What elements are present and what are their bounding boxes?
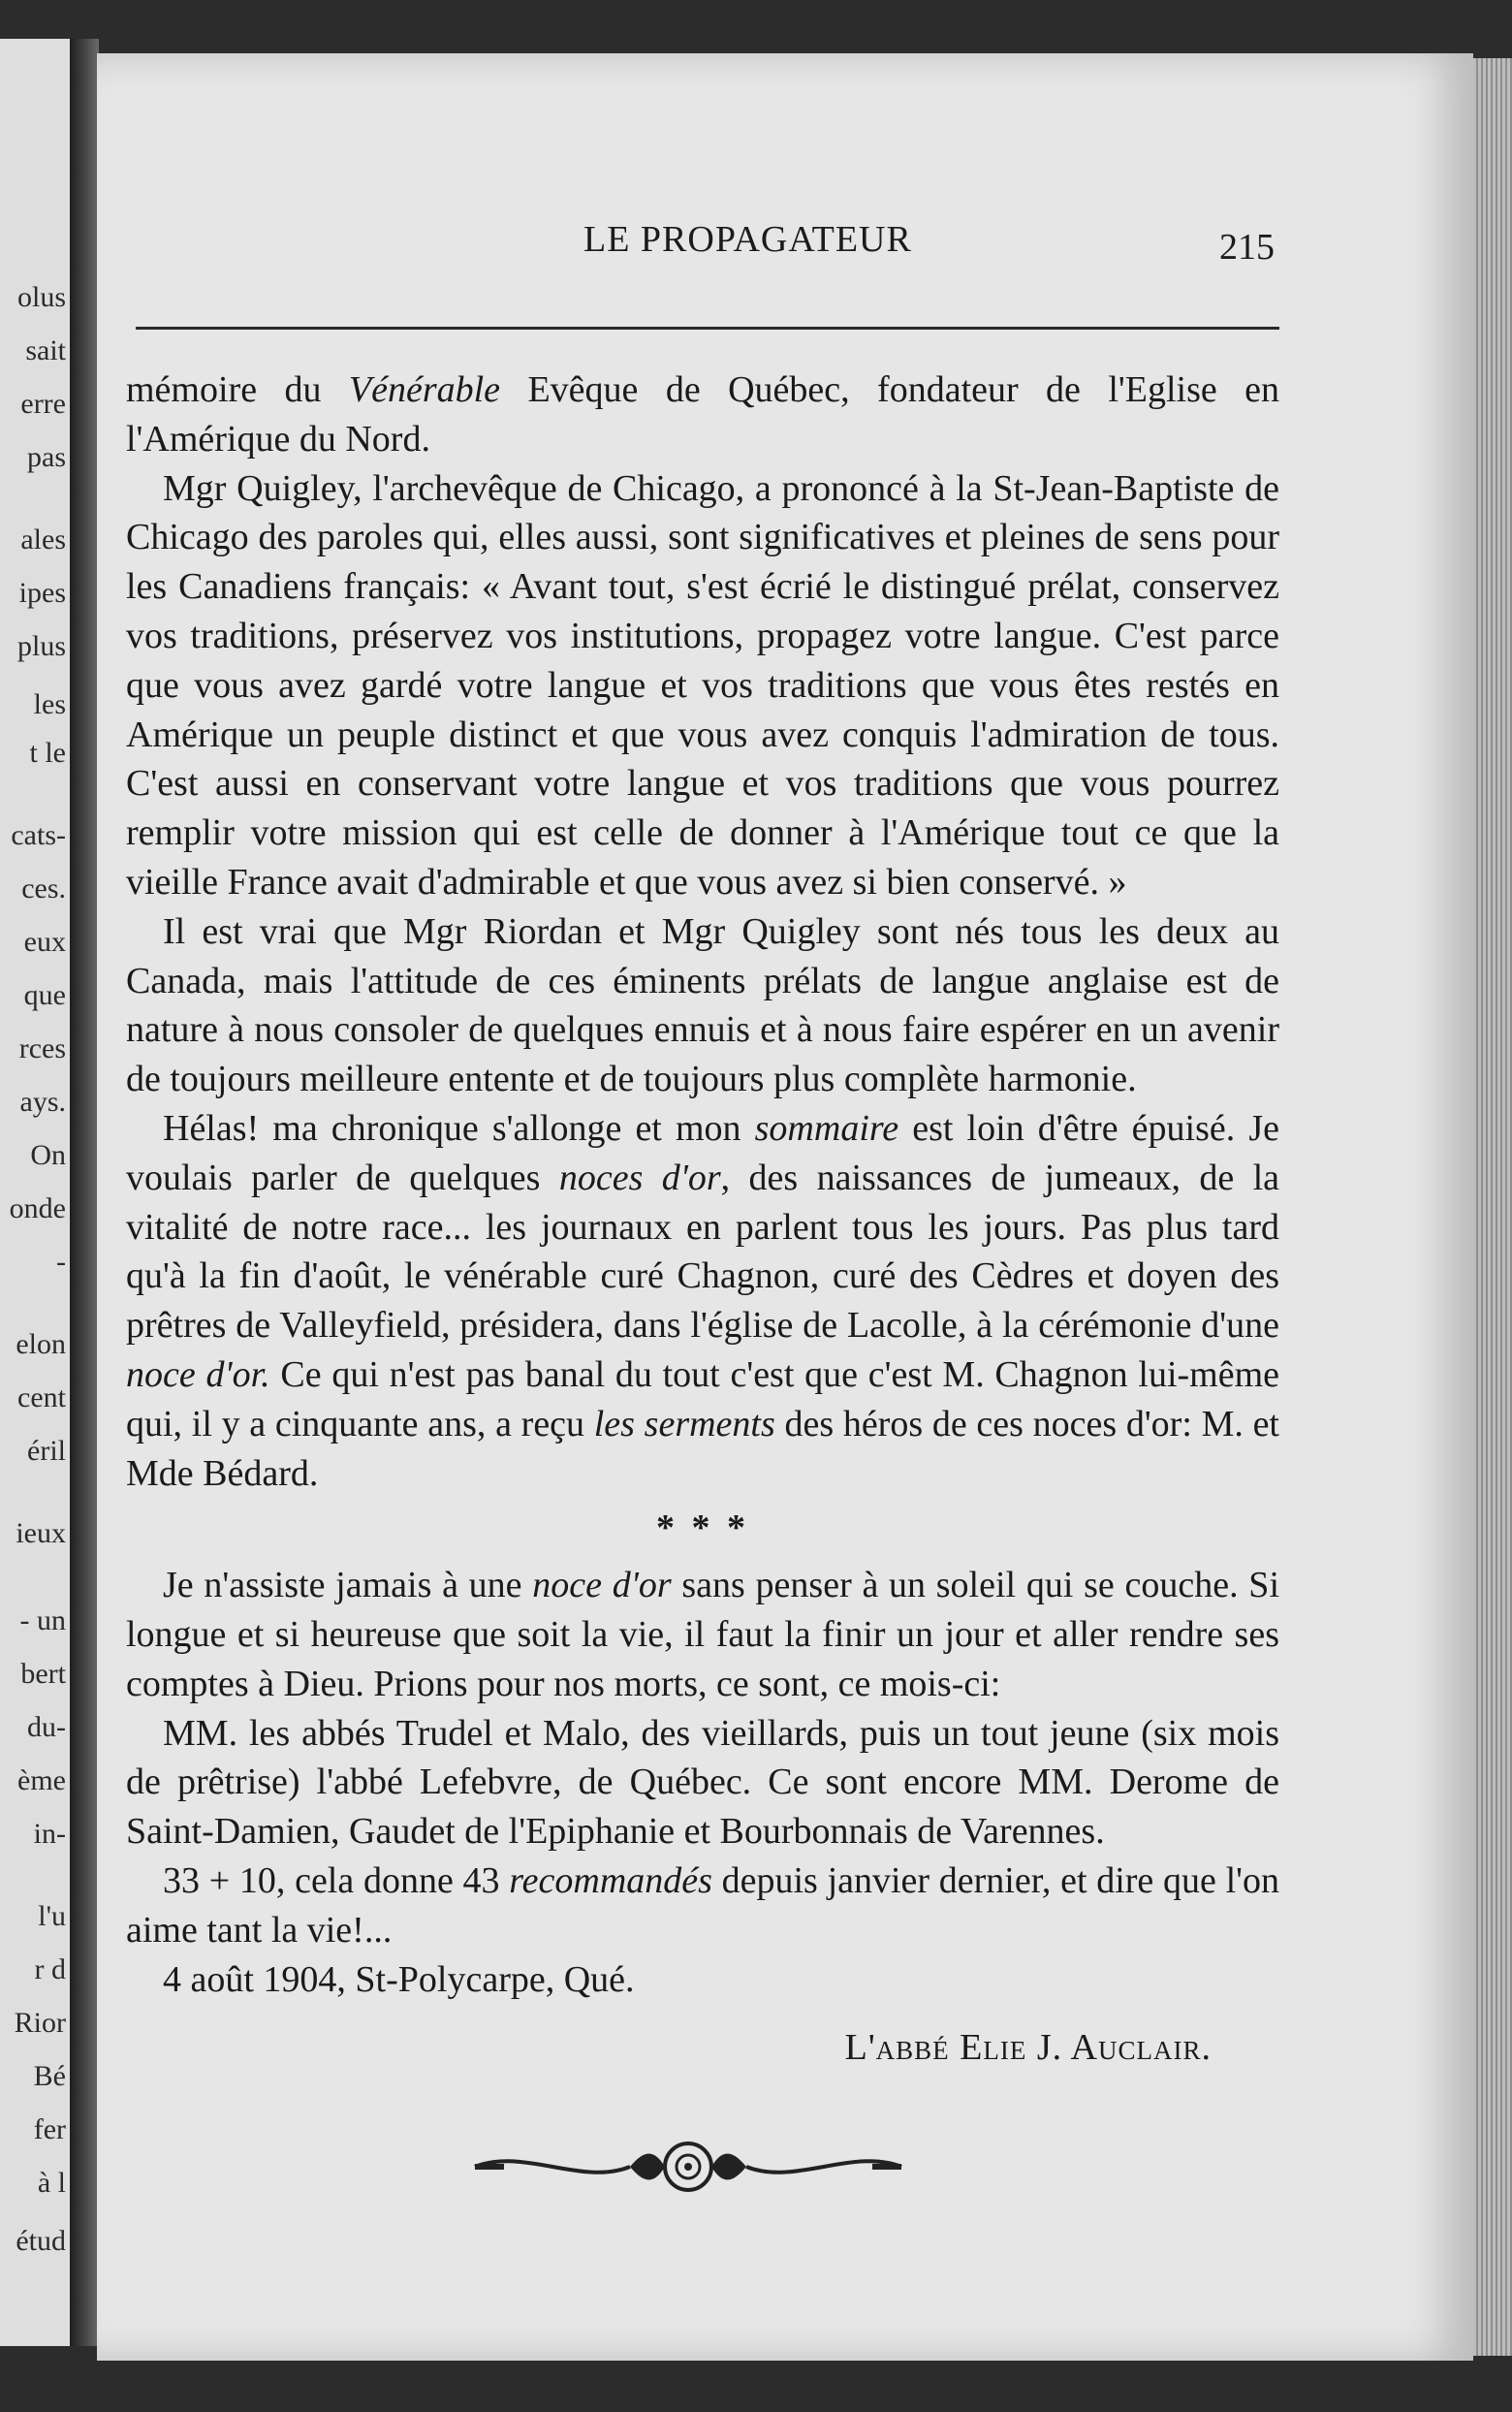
- facing-page-text-fragment: pas: [27, 441, 66, 473]
- facing-page-text-fragment: erre: [20, 388, 66, 420]
- facing-page-text-fragment: étud: [16, 2225, 66, 2257]
- facing-page-text-fragment: sait: [25, 334, 66, 366]
- facing-page-text-fragment: t le: [29, 737, 66, 769]
- facing-page-text-fragment: que: [23, 979, 66, 1011]
- paragraph: MM. les abbés Trudel et Malo, des vieillards, puis un tout jeune (six mois de prêtrise) l'abbé Lefebvre, de Québec. Ce sont encore MM. Derome de Saint-Damien, Gaudet de l'Epiphanie et Bourbonnais de Varennes.: [126, 1712, 1279, 1853]
- facing-page-text-fragment: onde: [9, 1192, 66, 1224]
- paragraph: Je n'assiste jamais à une noce d'or sans penser à un soleil qui se couche. Si longue et si heureuse que soit la vie, il faut la finir un jour et aller rendre ses comptes à Dieu. Prions pour nos morts, ce sont, ce mois-ci:: [126, 1565, 1280, 1704]
- facing-page-text-fragment: eux: [23, 926, 66, 958]
- article-body: [126, 365, 1279, 2073]
- facing-page-text-fragment: - un: [19, 1604, 66, 1636]
- facing-page-text-fragment: -: [56, 1246, 66, 1278]
- facing-page-text-fragment: les: [33, 688, 66, 720]
- facing-page-text-fragment: bert: [20, 1658, 66, 1690]
- facing-page-text-fragment: olus: [16, 281, 66, 313]
- facing-page-text-fragment: ieux: [16, 1517, 66, 1549]
- page-edges: [1473, 58, 1512, 2356]
- facing-page-text-fragment: ces.: [21, 873, 66, 904]
- paragraph: 33 + 10, cela donne 43 recommandés depuis janvier dernier, et dire que l'on aime tant la vie!...: [126, 1859, 1279, 1951]
- running-header: [136, 218, 1338, 276]
- facing-page-text-fragment: Bé: [33, 2060, 66, 2092]
- facing-page-text-fragment: r d: [34, 1953, 66, 1985]
- facing-page-text-fragment: cent: [17, 1381, 66, 1413]
- facing-page-text-fragment: du-: [27, 1711, 66, 1743]
- facing-page-text-fragment: cats-: [11, 819, 66, 851]
- facing-page-text-fragment: elon: [16, 1328, 66, 1360]
- ornament-icon: [465, 2138, 911, 2196]
- paragraph: Mgr Quigley, l'archevêque de Chicago, a prononcé à la St-Jean-Baptiste de Chicago des paroles qui, elles aussi, sont significatives et pleines de sens pour les Canadiens français: « Avant tout, s'est écrié le distingué prélat, conservez vos traditions, préservez vos institutions, propagez votre langue. C'est parce que vous avez gardé votre langue et vos traditions que vous êtes restés en Amérique un peuple distinct et que vous avez conquis l'admiration de tous. C'est aussi en conservant votre langue et vos traditions que vous pourrez remplir votre mission qui est celle de donner à l'Amérique tout ce que la vieille France avait d'admirable et que vous avez si bien conservé. »: [126, 467, 1279, 903]
- facing-page-text-fragment: à l: [37, 2167, 66, 2199]
- facing-page-margin: [0, 39, 73, 2346]
- section-divider-stars: * * *: [656, 1508, 749, 1549]
- facing-page-text-fragment: ème: [17, 1764, 66, 1796]
- facing-page-text-fragment: in-: [33, 1818, 66, 1850]
- paragraph: Il est vrai que Mgr Riordan et Mgr Quigley sont nés tous les deux au Canada, mais l'attitude de ces éminents prélats de langue anglaise est de nature à nous consoler de quelques ennuis et à nous faire espérer en un avenir de toujours meilleure entente et de toujours plus complète harmonie.: [126, 910, 1279, 1100]
- facing-page-text-fragment: éril: [27, 1435, 66, 1467]
- facing-page-text-fragment: ales: [20, 524, 66, 555]
- facing-page-text-fragment: ays.: [19, 1086, 66, 1118]
- running-title: LE PROPAGATEUR: [583, 219, 912, 260]
- facing-page-text-fragment: ipes: [18, 577, 66, 609]
- facing-page-text-fragment: fer: [33, 2113, 66, 2145]
- facing-page-text-fragment: l'u: [38, 1900, 66, 1932]
- paragraph: Hélas! ma chronique s'allonge et mon sommaire est loin d'être épuisé. Je voulais parler de quelques noces d'or, des naissances de jumeaux, de la vitalité de notre race... les journaux en parlent tous les jours. Pas plus tard qu'à la fin d'août, le vénérable curé Chagnon, curé des Cèdres et doyen des prêtres de Valleyfield, présidera, dans l'église de Lacolle, à la cérémonie d'une noce d'or. Ce qui n'est pas banal du tout c'est que c'est M. Chagnon lui-même qui, il y a cinquante ans, a reçu les serments des héros de ces noces d'or: M. et Mde Bédard.: [126, 1107, 1280, 1494]
- book-page: [97, 53, 1473, 2361]
- facing-page-text-fragment: Rior: [14, 2007, 66, 2039]
- author-signature: L'abbé Elie J. Auclair.: [844, 2027, 1212, 2069]
- facing-page-text-fragment: plus: [16, 630, 66, 662]
- dateline: 4 août 1904, St-Polycarpe, Qué.: [163, 1958, 635, 2000]
- book-gutter: [70, 39, 99, 2346]
- paragraph: mémoire du Vénérable Evêque de Québec, fondateur de l'Eglise en l'Amérique du Nord.: [126, 369, 1279, 460]
- page-number: 215: [1219, 227, 1275, 268]
- header-rule: [136, 327, 1279, 330]
- facing-page-text-fragment: On: [30, 1139, 66, 1171]
- facing-page-text-fragment: rces: [18, 1032, 66, 1064]
